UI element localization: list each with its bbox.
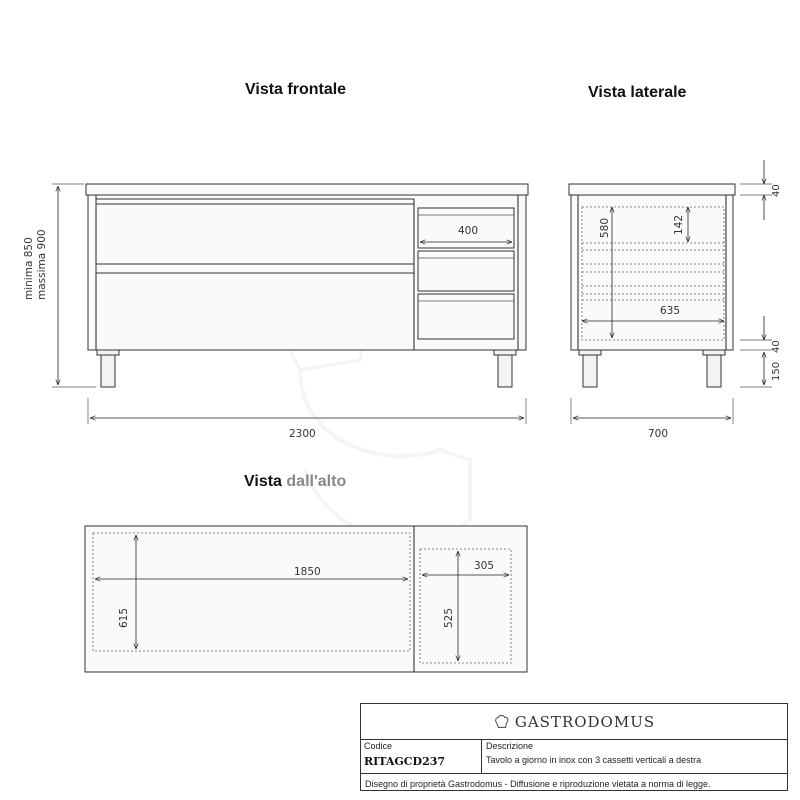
top-view — [85, 526, 527, 672]
title-block-info-row — [361, 739, 787, 774]
side-inner-depth-label: 635 — [660, 305, 681, 317]
front-top-rail — [96, 199, 414, 204]
side-top-thickness-label: 40 — [771, 184, 782, 197]
front-right-foot — [498, 355, 512, 387]
side-body — [571, 195, 733, 350]
drawer-width-label: 400 — [458, 225, 479, 237]
front-height-min-label: minima 850 — [23, 237, 35, 300]
description-cell — [482, 739, 787, 773]
side-back-foot — [707, 355, 721, 387]
side-inner-height-label: 580 — [599, 217, 611, 238]
front-width-label: 2300 — [289, 428, 316, 440]
front-left-foot-plate — [97, 350, 119, 355]
front-shelf — [96, 264, 414, 273]
side-drawer-height-label: 142 — [673, 214, 685, 235]
side-view — [569, 160, 782, 440]
side-bottom-gap-label: 40 — [771, 340, 782, 353]
front-left-foot — [101, 355, 115, 387]
front-height-max-label: massima 900 — [36, 229, 48, 300]
description-label: Descrizione — [486, 741, 534, 751]
top-drawer-width-label: 305 — [474, 560, 495, 572]
code-value: RITAGCD237 — [364, 755, 446, 768]
top-compartment-length-label: 1850 — [294, 566, 321, 578]
side-foot-height-label: 150 — [771, 361, 782, 381]
drawer-2 — [418, 251, 514, 291]
title-block — [360, 703, 788, 791]
copyright-notice: Disegno di proprietà Gastrodomus - Diffusione e riproduzione vietata a norma di legge. — [365, 779, 711, 789]
brand-logo — [361, 704, 787, 740]
side-front-foot-plate — [579, 350, 601, 355]
front-worktop — [86, 184, 528, 195]
front-view-title: Vista frontale — [245, 81, 347, 98]
side-front-foot — [583, 355, 597, 387]
code-label: Codice — [364, 741, 393, 751]
top-compartment-depth-label: 615 — [118, 607, 130, 628]
description-value: Tavolo a giorno in inox con 3 cassetti verticali a destra — [486, 755, 702, 765]
top-outline — [85, 526, 527, 672]
chef-hat-icon — [493, 713, 511, 731]
front-view — [23, 184, 528, 440]
side-view-title: Vista laterale — [588, 84, 687, 101]
side-back-foot-plate — [703, 350, 725, 355]
top-view-title — [244, 473, 346, 490]
front-right-foot-plate — [494, 350, 516, 355]
top-drawer-depth-label: 525 — [443, 607, 455, 628]
brand-name: GASTRODOMUS — [514, 712, 656, 731]
top-view-title-part2: dall'alto — [286, 473, 347, 490]
side-depth-label: 700 — [648, 428, 669, 440]
top-view-title-part1: Vista — [244, 473, 287, 490]
side-worktop — [569, 184, 735, 195]
code-cell — [361, 739, 482, 773]
